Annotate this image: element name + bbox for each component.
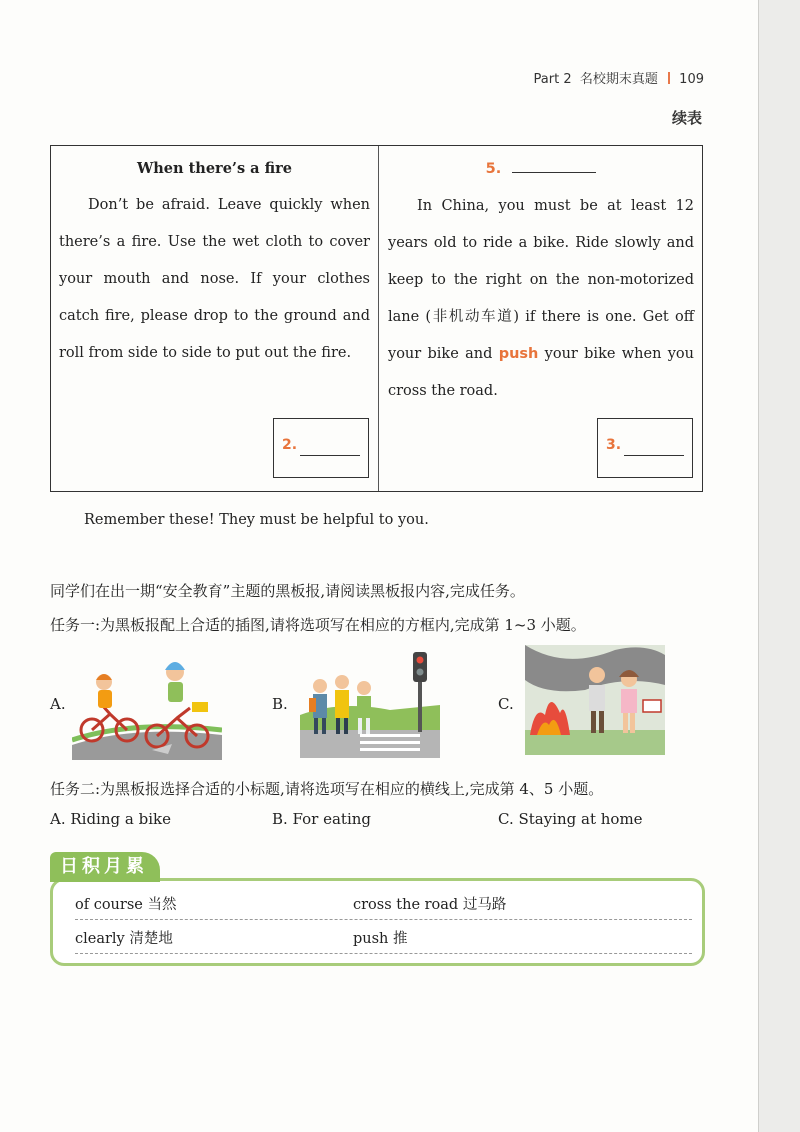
blackboard-table (50, 145, 703, 492)
picture-label-a: A. (50, 695, 66, 713)
fire-text: Don’t be afraid. Leave quickly when there’s a fire. Use the wet cloth to cover your mouth and nose. If your clothes catch fire, please drop to the ground and roll from side to side to put out the fire. (59, 197, 370, 361)
fire-title: When there’s a fire (136, 160, 293, 177)
page-number: 109 (679, 72, 704, 87)
accumulation-panel (50, 852, 705, 967)
header-divider (668, 72, 670, 84)
section-label: 名校期末真题 (579, 72, 658, 87)
accumulation-box (50, 878, 705, 966)
answer-blank[interactable] (624, 455, 684, 456)
column-divider (378, 146, 379, 491)
bike-column (388, 146, 694, 410)
children-riding-bikes-icon (72, 650, 222, 760)
children-escaping-fire-icon (525, 645, 665, 755)
task-one: 任务一:为黑板报配上合适的插图,请将选项写在相应的方框内,完成第 1~3 小题。 (50, 616, 586, 634)
vocab-item: cross the road 过马路 (353, 897, 507, 913)
vocab-item: clearly 清楚地 (75, 931, 173, 947)
vocab-item: of course 当然 (75, 897, 177, 913)
push-word: push (498, 346, 539, 362)
vocab-row (75, 921, 692, 954)
title-option-b: B. For eating (272, 810, 372, 828)
picture-label-b: B. (272, 695, 288, 713)
vocab-item: push 推 (353, 931, 408, 947)
part-label: Part 2 (533, 72, 572, 87)
bike-text-end: your bike when you cross the road. (388, 346, 694, 399)
vocab-row (75, 887, 692, 920)
page-header (534, 68, 704, 87)
bike-text (388, 188, 694, 410)
answer-box-2[interactable] (273, 418, 369, 478)
page-edge (758, 0, 800, 1132)
bike-text-start: In China, you must be at least 12 years old to ride a bike. Ride slowly and keep to the right on the non-motorized lane (非机动车道) if there is one. Get off your bike and (388, 198, 694, 362)
box-number: 2. (282, 437, 298, 453)
title-option-a: A. Riding a bike (50, 810, 171, 828)
continued-label: 续表 (671, 109, 702, 127)
accumulation-heading: 日积月累 (50, 852, 160, 882)
remember-line: Remember these! They must be helpful to you. (84, 512, 429, 528)
fire-column (59, 146, 370, 372)
blank-number: 5. (485, 161, 502, 177)
box-number: 3. (606, 437, 622, 453)
answer-blank[interactable] (300, 455, 360, 456)
task-two: 任务二:为黑板报选择合适的小标题,请将选项写在相应的横线上,完成第 4、5 小题。 (50, 780, 604, 798)
bike-title (388, 150, 694, 188)
picture-label-c: C. (498, 695, 514, 713)
children-crossing-road-icon (300, 650, 440, 758)
answer-box-3[interactable] (597, 418, 693, 478)
title-blank[interactable] (512, 172, 596, 173)
intro-text: 同学们在出一期“安全教育”主题的黑板报,请阅读黑板报内容,完成任务。 (50, 582, 525, 600)
title-option-c: C. Staying at home (498, 810, 643, 828)
